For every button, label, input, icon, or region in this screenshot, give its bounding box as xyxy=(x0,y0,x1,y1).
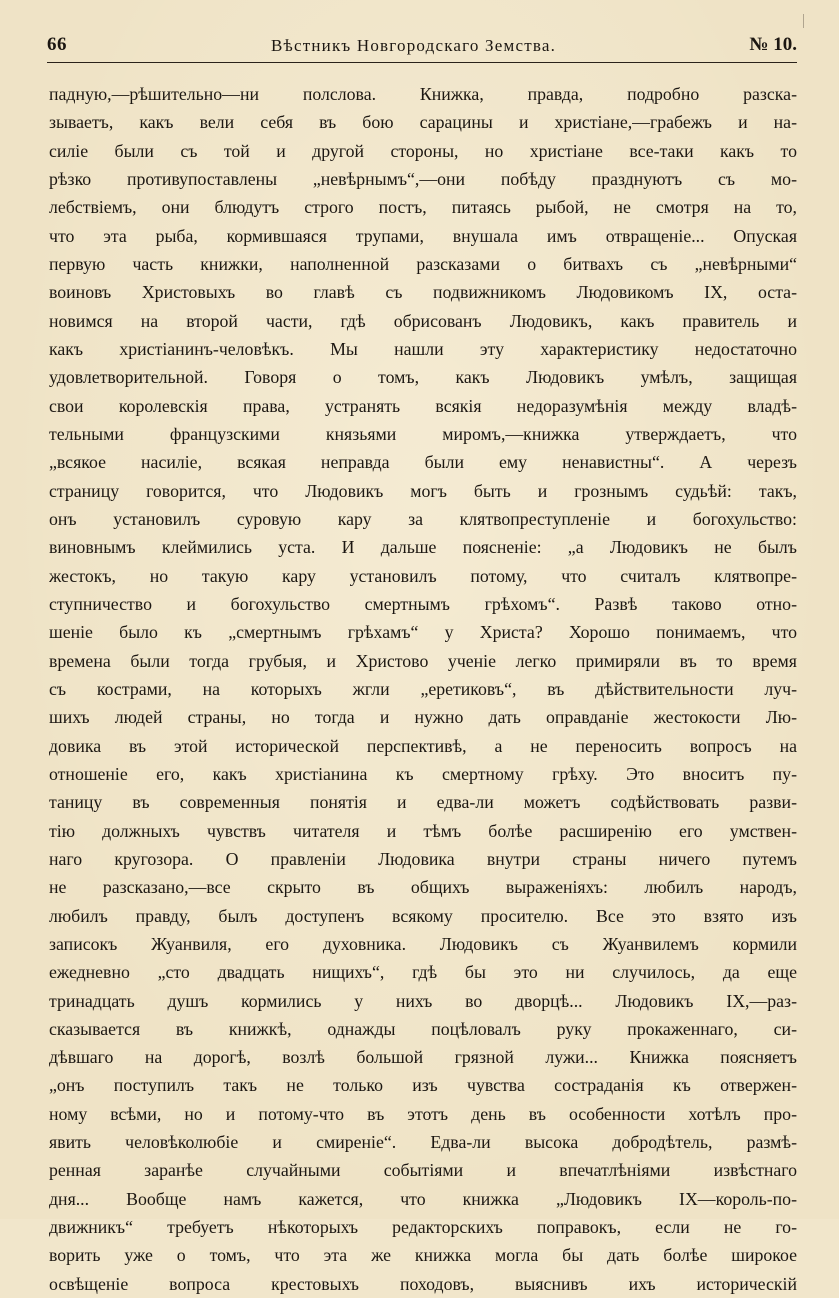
text-line: таницу въ современныя понятiя и едва-ли можетъ содѣйствовать разви- xyxy=(49,792,797,813)
text-line: шенiе было къ „смертнымъ грѣхамъ“ у Христа? Хорошо понимаемъ, что xyxy=(49,622,797,643)
text-line: довика въ этой исторической перспективѣ, а не переносить вопросъ на xyxy=(49,735,797,756)
journal-title: Вѣстникъ Новгородскаго Земства. xyxy=(271,36,557,55)
header-rule xyxy=(47,62,797,63)
text-line: падную,—рѣшительно—ни полслова. Книжка, правда, подробно разска- xyxy=(49,84,797,104)
text-line-italic-start: виновнымъ клеймились уста. И дальше поясненiе: „а Людовикъ не былъ xyxy=(49,537,797,558)
margin-pencil-mark xyxy=(803,14,804,28)
running-header xyxy=(47,30,797,60)
text-line: какъ христiанинъ-человѣкъ. Мы нашли эту характеристику недостаточно xyxy=(49,338,797,359)
text-line: жестокъ, но такую кару установилъ потому, что считалъ клятвопре- xyxy=(49,565,797,586)
text-line: ному всѣми, но и потому-что въ этотъ день въ особенности хотѣлъ про- xyxy=(49,1103,797,1124)
text-line: любилъ правду, былъ доступенъ всякому просителю. Все это взято изъ xyxy=(49,905,797,926)
text-line: рѣзко противупоставлены „невѣрнымъ“,—они побѣду празднуютъ съ мо- xyxy=(49,168,797,189)
text-line: тiю должныхъ чувствъ читателя и тѣмъ болѣе расширенiю его умствен- xyxy=(49,820,797,841)
text-line: тринадцать душъ кормились у нихъ во дворцѣ... Людовикъ IX,—раз- xyxy=(49,990,797,1011)
text-line: лебствiемъ, они блюдутъ строго постъ, питаясь рыбой, не смотря на то, xyxy=(49,197,797,218)
text-line: первую часть книжки, наполненной разсказами о битвахъ съ „невѣрными“ xyxy=(49,253,797,274)
text-line: движникъ“ требуетъ нѣкоторыхъ редакторскихъ поправокъ, если не го- xyxy=(49,1217,797,1238)
page-number: 66 xyxy=(47,34,67,55)
text-line: тельными французскими князьями миромъ,—книжка утверждаетъ, что xyxy=(49,423,797,444)
text-line: воиновъ Христовыхъ во главѣ съ подвижникомъ Людовикомъ IX, оста- xyxy=(49,282,797,303)
text-line: наго кругозора. О правленiи Людовика внутри страны ничего путемъ xyxy=(49,848,797,869)
text-line: страницу говорится, что Людовикъ могъ быть и грознымъ судьѣй: такъ, xyxy=(49,480,797,501)
text-line: новимся на второй части, гдѣ обрисованъ Людовикъ, какъ правитель и xyxy=(49,310,797,331)
text-line: времена были тогда грубыя, и Христово ученiе легко примиряли въ то время xyxy=(49,650,797,671)
text-line: освѣщенiе вопроса крестовыхъ походовъ, выяснивъ ихъ историческiй xyxy=(49,1273,797,1294)
text-line: сказывается въ книжкѣ, однажды поцѣловалъ руку прокаженнаго, си- xyxy=(49,1018,797,1039)
text-line: зываетъ, какъ вели себя въ бою сарацины и христiане,—грабежъ и на- xyxy=(49,112,797,133)
text-line: ступничество и богохульство смертнымъ грѣхомъ“. Развѣ таково отно- xyxy=(49,593,797,614)
text-line: что эта рыба, кормившаяся трупами, внушала имъ отвращенiе... Опуская xyxy=(49,225,797,246)
text-line: съ кострами, на которыхъ жгли „еретиковъ“, въ дѣйствительности луч- xyxy=(49,678,797,699)
text-line: записокъ Жуанвиля, его духовника. Людовикъ съ Жуанвилемъ кормили xyxy=(49,933,797,954)
text-line: отношенiе его, какъ христiанина къ смертному грѣху. Это вноситъ пу- xyxy=(49,763,797,784)
body-text xyxy=(49,80,797,1298)
text-line: не разсказано,—все скрыто въ общихъ выраженiяхъ: любилъ народъ, xyxy=(49,877,797,898)
text-line: „онъ поступилъ такъ не только изъ чувства состраданiя къ отвержен- xyxy=(49,1075,797,1096)
text-line: явить человѣколюбiе и смиренiе“. Едва-ли высока добродѣтель, размѣ- xyxy=(49,1132,797,1153)
text-line: онъ установилъ суровую кару за клятвопреступленiе и богохульство: xyxy=(49,508,797,529)
text-line: ежедневно „сто двадцать нищихъ“, гдѣ бы это ни случилось, да еще xyxy=(49,962,797,983)
issue-number: № 10. xyxy=(749,34,797,55)
text-line: удовлетворительной. Говоря о томъ, какъ Людовикъ умѣлъ, защищая xyxy=(49,367,797,388)
text-line: дѣвшаго на дорогѣ, возлѣ большой грязной лужи... Книжка поясняетъ xyxy=(49,1047,797,1068)
text-line: силiе были съ той и другой стороны, но христiане все-таки какъ то xyxy=(49,140,797,161)
text-line: ренная заранѣе случайными событiями и впечатлѣнiями извѣстнаго xyxy=(49,1160,797,1181)
text-line: ворить уже о томъ, что эта же книжка могла бы дать болѣе широкое xyxy=(49,1245,797,1266)
text-line: свои королевскiя права, устранять всякiя недоразумѣнiя между владѣ- xyxy=(49,395,797,416)
text-line: дня... Вообще намъ кажется, что книжка „Людовикъ IX—король-по- xyxy=(49,1188,797,1209)
text-line: шихъ людей страны, но тогда и нужно дать оправданiе жестокости Лю- xyxy=(49,707,797,728)
text-line: „всякое насилiе, всякая неправда были ему ненавистны“. А черезъ xyxy=(49,452,797,473)
